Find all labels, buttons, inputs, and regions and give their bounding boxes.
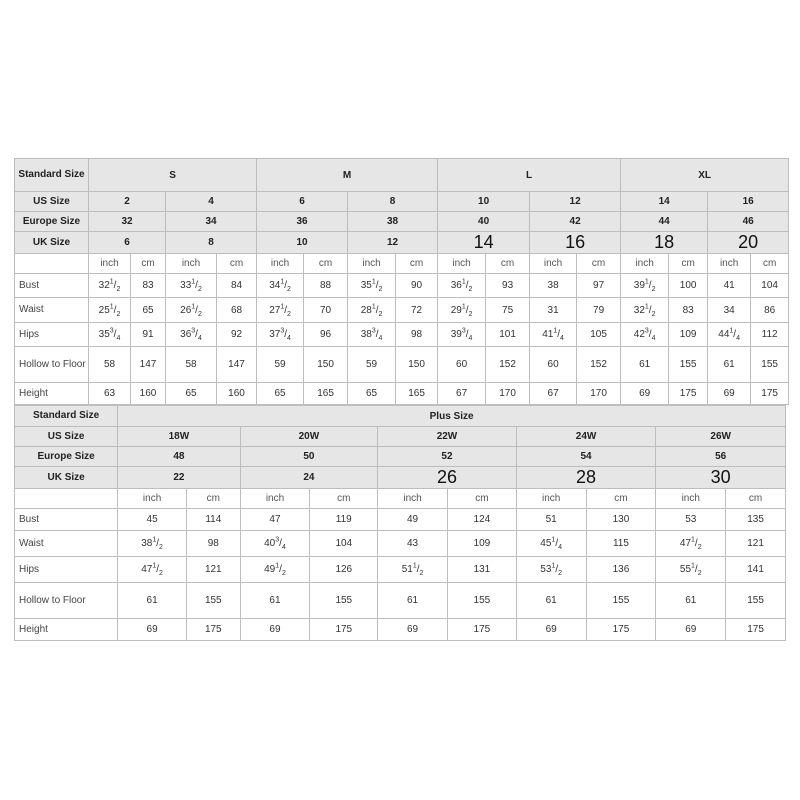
size-group-plus: Plus Size (118, 406, 786, 427)
measurement-value: 61 (378, 583, 448, 619)
measurement-value: $33^1/_2$ (166, 274, 217, 298)
measurement-value: 69 (240, 619, 310, 641)
uk-size-cell: 22 (118, 467, 240, 489)
measurement-value: 59 (257, 347, 304, 383)
measurement-value: 92 (217, 323, 257, 347)
measurement-value: 155 (186, 583, 240, 619)
measurement-value: 147 (217, 347, 257, 383)
measurement-value: 109 (447, 531, 516, 557)
measurement-label: Bust (15, 274, 89, 298)
measurement-value: 84 (217, 274, 257, 298)
us-size-cell: 26W (656, 427, 786, 447)
measurement-value: 150 (304, 347, 348, 383)
measurement-value: $42^3/_4$ (621, 323, 669, 347)
measurement-value: $51^1/_2$ (378, 557, 448, 583)
measurement-value: 63 (89, 383, 131, 405)
measurement-value: $32^1/_2$ (89, 274, 131, 298)
unit-cm: cm (726, 489, 786, 509)
us-size-cell: 12 (530, 192, 621, 212)
uk-size-cell: 18 (621, 232, 708, 254)
measurement-row (15, 557, 786, 583)
measurement-value: $39^3/_4$ (438, 323, 486, 347)
measurement-label: Bust (15, 509, 118, 531)
us-size-cell: 10 (438, 192, 530, 212)
us-size-cell: 6 (257, 192, 348, 212)
measurement-value: 60 (438, 347, 486, 383)
unit-cm: cm (310, 489, 378, 509)
units-row-blank (15, 489, 118, 509)
measurement-value: 141 (726, 557, 786, 583)
unit-inch: inch (240, 489, 310, 509)
unit-cm: cm (586, 489, 656, 509)
measurement-value: 69 (516, 619, 586, 641)
measurement-value: 65 (131, 298, 166, 323)
unit-inch: inch (708, 254, 751, 274)
unit-cm: cm (447, 489, 516, 509)
measurement-label: Height (15, 619, 118, 641)
measurement-value: 152 (577, 347, 621, 383)
measurement-value: 61 (516, 583, 586, 619)
measurement-value: 69 (656, 619, 726, 641)
measurement-value: 155 (447, 583, 516, 619)
measurement-value: 67 (438, 383, 486, 405)
measurement-value: 152 (486, 347, 530, 383)
measurement-row (15, 509, 786, 531)
measurement-value: 83 (669, 298, 708, 323)
unit-inch: inch (621, 254, 669, 274)
uk-size-cell: 6 (89, 232, 166, 254)
unit-cm: cm (186, 489, 240, 509)
size-group-xl: XL (621, 159, 789, 192)
us-size-cell: 2 (89, 192, 166, 212)
measurement-value: $47^1/_2$ (118, 557, 187, 583)
measurement-value: 112 (751, 323, 789, 347)
measurement-value: $26^1/_2$ (166, 298, 217, 323)
europe-size-cell: 50 (240, 447, 378, 467)
measurement-value: 126 (310, 557, 378, 583)
us-size-cell: 16 (708, 192, 789, 212)
size-chart-plus (14, 405, 786, 641)
unit-inch: inch (166, 254, 217, 274)
europe-size-cell: 46 (708, 212, 789, 232)
measurement-value: 45 (118, 509, 187, 531)
measurement-value: 105 (577, 323, 621, 347)
europe-size-cell: 32 (89, 212, 166, 232)
uk-size-cell: 26 (378, 467, 517, 489)
measurement-value: 98 (186, 531, 240, 557)
europe-size-cell: 44 (621, 212, 708, 232)
measurement-value: 69 (118, 619, 187, 641)
measurement-row (15, 347, 789, 383)
uk-size-cell: 12 (348, 232, 438, 254)
measurement-value: 124 (447, 509, 516, 531)
measurement-value: 34 (708, 298, 751, 323)
measurement-value: $45^1/_4$ (516, 531, 586, 557)
measurement-value: 98 (396, 323, 438, 347)
measurement-value: $55^1/_2$ (656, 557, 726, 583)
measurement-label: Hips (15, 557, 118, 583)
measurement-value: 72 (396, 298, 438, 323)
measurement-value: 97 (577, 274, 621, 298)
measurement-value: $27^1/_2$ (257, 298, 304, 323)
europe-size-cell: 36 (257, 212, 348, 232)
unit-inch: inch (257, 254, 304, 274)
measurement-row (15, 383, 789, 405)
us-size-cell: 4 (166, 192, 257, 212)
measurement-value: 83 (131, 274, 166, 298)
unit-cm: cm (577, 254, 621, 274)
measurement-value: 147 (131, 347, 166, 383)
us-size-cell: 14 (621, 192, 708, 212)
measurement-value: 91 (131, 323, 166, 347)
size-group-s: S (89, 159, 257, 192)
measurement-value: 88 (304, 274, 348, 298)
measurement-value: 38 (530, 274, 577, 298)
measurement-value: 175 (186, 619, 240, 641)
unit-inch: inch (656, 489, 726, 509)
europe-size-cell: 38 (348, 212, 438, 232)
measurement-value: 104 (751, 274, 789, 298)
measurement-value: 51 (516, 509, 586, 531)
measurement-row (15, 323, 789, 347)
measurement-value: 165 (304, 383, 348, 405)
unit-cm: cm (304, 254, 348, 274)
measurement-value: 59 (348, 347, 396, 383)
measurement-value: 41 (708, 274, 751, 298)
unit-cm: cm (217, 254, 257, 274)
measurement-value: 61 (708, 347, 751, 383)
measurement-value: 79 (577, 298, 621, 323)
measurement-value: $25^1/_2$ (89, 298, 131, 323)
uk-size-cell: 24 (240, 467, 378, 489)
measurement-value: 136 (586, 557, 656, 583)
measurement-value: 61 (656, 583, 726, 619)
unit-cm: cm (486, 254, 530, 274)
measurement-value: 119 (310, 509, 378, 531)
measurement-value: $53^1/_2$ (516, 557, 586, 583)
measurement-label: Waist (15, 298, 89, 323)
size-group-m: M (257, 159, 438, 192)
measurement-value: 155 (726, 583, 786, 619)
measurement-value: 175 (726, 619, 786, 641)
europe-size-cell: 54 (516, 447, 656, 467)
measurement-value: $32^1/_2$ (621, 298, 669, 323)
measurement-value: $41^1/_4$ (530, 323, 577, 347)
unit-cm: cm (396, 254, 438, 274)
us-size-cell: 24W (516, 427, 656, 447)
us-size-cell: 18W (118, 427, 240, 447)
measurement-label: Hollow to Floor (15, 583, 118, 619)
us-size-label: US Size (15, 192, 89, 212)
measurement-value: 155 (669, 347, 708, 383)
europe-size-cell: 40 (438, 212, 530, 232)
measurement-value: 65 (348, 383, 396, 405)
measurement-value: $36^3/_4$ (166, 323, 217, 347)
measurement-value: 175 (310, 619, 378, 641)
measurement-value: 47 (240, 509, 310, 531)
measurement-value: $37^3/_4$ (257, 323, 304, 347)
uk-size-label: UK Size (15, 467, 118, 489)
us-size-label: US Size (15, 427, 118, 447)
measurement-value: 104 (310, 531, 378, 557)
measurement-value: 67 (530, 383, 577, 405)
measurement-value: 49 (378, 509, 448, 531)
measurement-value: 61 (240, 583, 310, 619)
unit-inch: inch (118, 489, 187, 509)
measurement-value: 69 (378, 619, 448, 641)
measurement-value: 165 (396, 383, 438, 405)
measurement-value: $38^1/_2$ (118, 531, 187, 557)
measurement-value: 58 (89, 347, 131, 383)
us-size-cell: 20W (240, 427, 378, 447)
measurement-value: $47^1/_2$ (656, 531, 726, 557)
uk-size-cell: 14 (438, 232, 530, 254)
measurement-value: 100 (669, 274, 708, 298)
measurement-value: 114 (186, 509, 240, 531)
measurement-label: Hollow to Floor (15, 347, 89, 383)
measurement-value: 155 (586, 583, 656, 619)
measurement-value: 43 (378, 531, 448, 557)
measurement-value: 61 (118, 583, 187, 619)
measurement-row (15, 619, 786, 641)
europe-size-cell: 42 (530, 212, 621, 232)
measurement-value: $28^1/_2$ (348, 298, 396, 323)
europe-size-cell: 48 (118, 447, 240, 467)
measurement-value: 131 (447, 557, 516, 583)
measurement-value: $29^1/_2$ (438, 298, 486, 323)
measurement-value: $35^3/_4$ (89, 323, 131, 347)
measurement-value: $39^1/_2$ (621, 274, 669, 298)
uk-size-cell: 30 (656, 467, 786, 489)
europe-size-cell: 52 (378, 447, 517, 467)
measurement-value: 170 (486, 383, 530, 405)
measurement-value: 58 (166, 347, 217, 383)
measurement-value: 96 (304, 323, 348, 347)
measurement-value: 115 (586, 531, 656, 557)
measurement-value: 160 (131, 383, 166, 405)
measurement-label: Height (15, 383, 89, 405)
measurement-value: 69 (708, 383, 751, 405)
standard-size-label: Standard Size (15, 159, 89, 192)
unit-inch: inch (516, 489, 586, 509)
uk-size-cell: 28 (516, 467, 656, 489)
uk-size-cell: 10 (257, 232, 348, 254)
measurement-value: 75 (486, 298, 530, 323)
measurement-value: 170 (577, 383, 621, 405)
measurement-value: 160 (217, 383, 257, 405)
measurement-row (15, 531, 786, 557)
measurement-value: 130 (586, 509, 656, 531)
measurement-value: $38^3/_4$ (348, 323, 396, 347)
measurement-value: 150 (396, 347, 438, 383)
measurement-value: 175 (586, 619, 656, 641)
measurement-row (15, 274, 789, 298)
units-row-blank (15, 254, 89, 274)
unit-inch: inch (438, 254, 486, 274)
measurement-value: 65 (166, 383, 217, 405)
measurement-label: Hips (15, 323, 89, 347)
us-size-cell: 8 (348, 192, 438, 212)
europe-size-cell: 56 (656, 447, 786, 467)
europe-size-label: Europe Size (15, 212, 89, 232)
measurement-value: $49^1/_2$ (240, 557, 310, 583)
uk-size-label: UK Size (15, 232, 89, 254)
measurement-label: Waist (15, 531, 118, 557)
measurement-value: 90 (396, 274, 438, 298)
measurement-value: 155 (751, 347, 789, 383)
measurement-value: 109 (669, 323, 708, 347)
measurement-value: 155 (310, 583, 378, 619)
standard-size-label: Standard Size (15, 406, 118, 427)
measurement-value: 175 (751, 383, 789, 405)
measurement-value: 53 (656, 509, 726, 531)
measurement-row (15, 298, 789, 323)
measurement-value: 69 (621, 383, 669, 405)
measurement-value: 135 (726, 509, 786, 531)
measurement-value: 121 (726, 531, 786, 557)
size-group-l: L (438, 159, 621, 192)
size-chart-standard (14, 158, 789, 405)
uk-size-cell: 8 (166, 232, 257, 254)
measurement-value: 68 (217, 298, 257, 323)
measurement-value: 93 (486, 274, 530, 298)
measurement-row (15, 583, 786, 619)
europe-size-label: Europe Size (15, 447, 118, 467)
measurement-value: $36^1/_2$ (438, 274, 486, 298)
unit-cm: cm (751, 254, 789, 274)
measurement-value: 121 (186, 557, 240, 583)
uk-size-cell: 16 (530, 232, 621, 254)
measurement-value: $44^1/_4$ (708, 323, 751, 347)
unit-inch: inch (348, 254, 396, 274)
measurement-value: 31 (530, 298, 577, 323)
europe-size-cell: 34 (166, 212, 257, 232)
unit-inch: inch (530, 254, 577, 274)
measurement-value: 101 (486, 323, 530, 347)
unit-cm: cm (131, 254, 166, 274)
unit-inch: inch (378, 489, 448, 509)
measurement-value: 61 (621, 347, 669, 383)
measurement-value: 70 (304, 298, 348, 323)
measurement-value: 65 (257, 383, 304, 405)
measurement-value: 175 (669, 383, 708, 405)
unit-inch: inch (89, 254, 131, 274)
measurement-value: 86 (751, 298, 789, 323)
unit-cm: cm (669, 254, 708, 274)
measurement-value: 60 (530, 347, 577, 383)
measurement-value: $35^1/_2$ (348, 274, 396, 298)
measurement-value: $34^1/_2$ (257, 274, 304, 298)
measurement-value: 175 (447, 619, 516, 641)
measurement-value: $40^3/_4$ (240, 531, 310, 557)
us-size-cell: 22W (378, 427, 517, 447)
uk-size-cell: 20 (708, 232, 789, 254)
